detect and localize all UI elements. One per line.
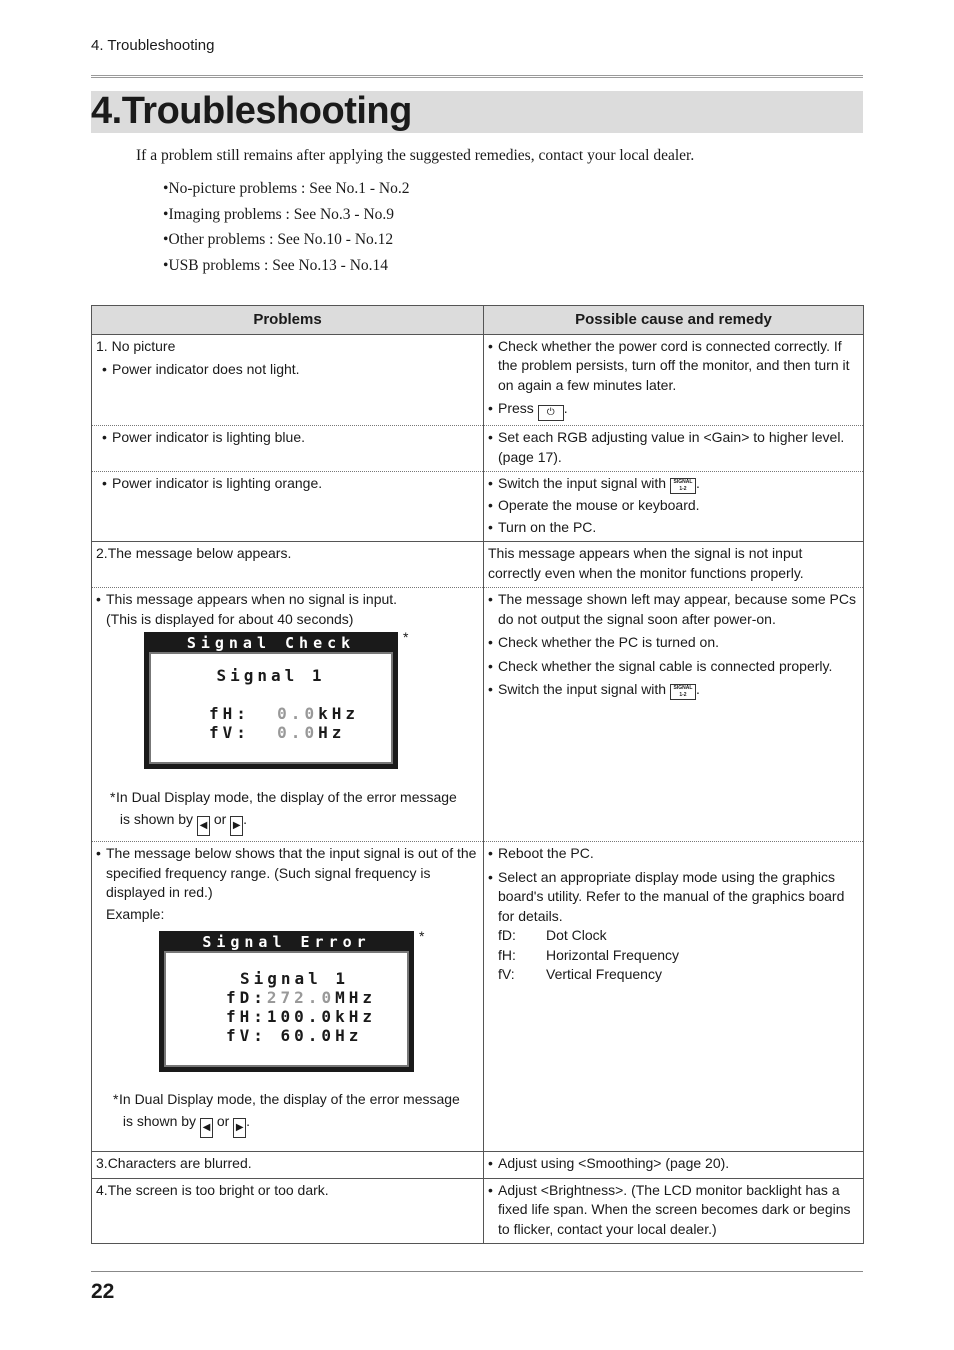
list-item: • Check whether the PC is turned on.: [488, 634, 720, 650]
dual-display-note: * In Dual Display mode, the display of the error message is shown by ◀ or ▶ .: [96, 786, 479, 836]
list-item: •USB problems : See No.13 - No.14: [163, 257, 389, 275]
list-item: • Switch the input signal with SIGNAL 1-2 .: [488, 681, 700, 698]
table-row: [92, 472, 864, 542]
list-item: • Power indicator does not light.: [102, 361, 300, 377]
table-row: [92, 334, 864, 426]
table-row: [92, 588, 864, 842]
osd-fv-line: fV: 60.0Hz: [226, 1026, 363, 1045]
list-item: • Operate the mouse or keyboard.: [488, 497, 700, 513]
header-rule: [91, 75, 863, 78]
title-band: [91, 91, 863, 133]
column-header-remedy: Possible cause and remedy: [484, 306, 864, 335]
list-item: • Turn on the PC.: [488, 518, 597, 535]
list-item: • Power indicator is lighting orange.: [102, 475, 323, 491]
osd-fv-line: fV: 0.0Hz: [209, 723, 346, 742]
left-arrow-icon: ◀: [197, 816, 210, 836]
list-item: • The message below shows that the input signal is out of the specified frequency range. (Such signal frequency is displayed in red.): [96, 845, 477, 900]
list-item: • Switch the input signal with SIGNAL 1-2 .: [488, 475, 700, 492]
table-row: [92, 1178, 864, 1244]
page-number: 22: [91, 1280, 115, 1303]
intro-text: If a problem still remains after applying the suggested remedies, contact your local dealer.: [136, 147, 695, 164]
column-header-problems: Problems: [92, 306, 484, 335]
right-arrow-icon: ▶: [233, 1118, 246, 1138]
list-item-detail: (This is displayed for about 40 seconds): [106, 610, 354, 627]
osd-signal-line: Signal 1: [240, 969, 350, 988]
running-head: 4. Troubleshooting: [91, 37, 215, 54]
right-arrow-icon: ▶: [230, 816, 243, 836]
list-item: • Press ⏻ .: [488, 399, 859, 421]
example-label: Example:: [106, 905, 165, 922]
osd-fh-line: fH: 0.0kHz: [209, 704, 359, 723]
table-row: [92, 1152, 864, 1179]
list-item: • The message shown left may appear, because some PCs do not output the signal soon after power-on.: [488, 591, 856, 627]
osd-fh-line: fH:100.0kHz: [226, 1007, 376, 1026]
signal-check-osd: [144, 632, 398, 769]
dual-display-note: * In Dual Display mode, the display of the error message is shown by ◀ or ▶ .: [96, 1088, 479, 1138]
problem-heading: 1. No picture: [96, 337, 176, 354]
list-item: • Check whether the power cord is connected correctly. If the problem persists, turn off the monitor, and then turn it on again a few minutes later.: [488, 337, 850, 393]
table-row: [92, 842, 864, 1152]
list-item: •Imaging problems : See No.3 - No.9: [163, 205, 395, 223]
signal-button-icon: SIGNAL 1-2: [670, 478, 696, 494]
troubleshooting-table: [91, 305, 864, 1244]
remedy-intro: This message appears when the signal is not input correctly even when the monitor functions properly.: [488, 545, 804, 581]
footnote-marker: *: [419, 928, 425, 944]
table-row: [92, 542, 864, 588]
footnote-marker: *: [403, 629, 409, 645]
abbreviation-list: [488, 926, 859, 985]
list-item: • Power indicator is lighting blue.: [102, 429, 305, 445]
power-button-icon: ⏻: [538, 405, 564, 421]
list-item: • This message appears when no signal is input.: [96, 591, 398, 607]
signal-error-osd: [159, 931, 414, 1072]
list-item: fH: Horizontal Frequency: [498, 946, 680, 963]
left-arrow-icon: ◀: [200, 1118, 213, 1138]
signal-button-icon: SIGNAL 1-2: [670, 684, 696, 700]
list-item: •Other problems : See No.10 - No.12: [163, 231, 394, 249]
osd-signal-line: Signal 1: [216, 666, 326, 685]
list-item: • Set each RGB adjusting value in <Gain> to higher level.(page 17).: [488, 429, 845, 465]
list-item: fD: Dot Clock: [498, 927, 607, 943]
osd-title: Signal Check: [186, 634, 356, 652]
list-item: • Adjust using <Smoothing> (page 20).: [488, 1155, 730, 1171]
list-item: • Reboot the PC.: [488, 845, 594, 861]
problem-categories: [163, 180, 410, 283]
list-item: • Check whether the signal cable is connected properly.: [488, 657, 833, 674]
osd-title: Signal Error: [202, 933, 371, 951]
list-item: fV: Vertical Frequency: [498, 966, 662, 982]
list-item: • Select an appropriate display mode using the graphics board's utility. Refer to the manual of the graphics board for details.: [488, 868, 845, 924]
table-row: [92, 426, 864, 472]
problem-heading: 3.Characters are blurred.: [96, 1155, 252, 1171]
osd-fd-line: fD:272.0MHz: [226, 988, 376, 1007]
page-title: 4.Troubleshooting: [91, 90, 412, 132]
list-item: • Adjust <Brightness>. (The LCD monitor backlight has a fixed life span. When the screen becomes dark or begins to flicker, contact your local dealer.): [488, 1181, 851, 1237]
problem-heading: 2.The message below appears.: [96, 545, 292, 561]
problem-heading: 4.The screen is too bright or too dark.: [96, 1181, 329, 1198]
list-item: •No-picture problems : See No.1 - No.2: [163, 180, 410, 197]
footer-rule: [91, 1271, 863, 1272]
